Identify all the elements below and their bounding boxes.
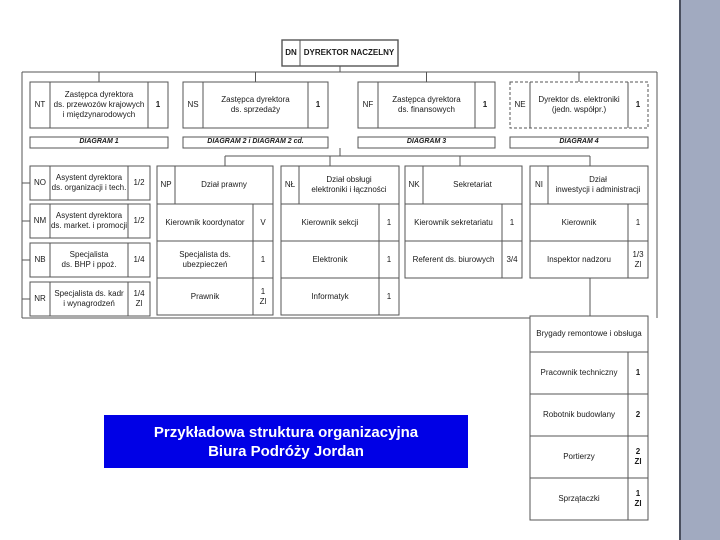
nt-title: Zastępca dyrektora ds. przewozów krajowych i międzynarodowych bbox=[53, 90, 145, 119]
no-title: Asystent dyrektora ds. organizacji i tech. bbox=[51, 173, 127, 192]
nr-title: Specjalista ds. kadr i wynagrodzeń bbox=[54, 289, 124, 308]
ne-num: 1 bbox=[635, 100, 641, 109]
np-title: Dział prawny bbox=[201, 180, 247, 189]
br-row-2-label: Robotnik budowlany bbox=[542, 410, 616, 419]
dn-title: DYREKTOR NACZELNY bbox=[303, 48, 395, 57]
ne-code: NE bbox=[514, 100, 526, 109]
br-row-3-label: Portierzy bbox=[563, 452, 595, 461]
nr-code: NR bbox=[34, 294, 46, 303]
ni-row-1-num: 1 bbox=[635, 217, 641, 227]
nl-row-1-label: Kierownik sekcji bbox=[301, 217, 359, 227]
nl-row-3-label: Informatyk bbox=[311, 291, 349, 301]
nf-code: NF bbox=[362, 100, 374, 109]
nk-row-1-num: 1 bbox=[509, 217, 515, 227]
ni-title: Dział inwestycji i administracji bbox=[555, 175, 641, 194]
br-title: Brygady remontowe i obsługa bbox=[536, 329, 642, 338]
diag1-label: DIAGRAM 1 bbox=[79, 138, 119, 146]
np-row-2-label: Specjalista ds. ubezpieczeń bbox=[179, 249, 231, 269]
nl-code: NŁ bbox=[284, 180, 296, 189]
nt-num: 1 bbox=[155, 100, 161, 109]
br-row-4-num: 1 Zl bbox=[634, 489, 642, 508]
nl-row-2-label: Elektronik bbox=[312, 254, 348, 264]
nm-num: 1/2 bbox=[133, 216, 145, 225]
no-num: 1/2 bbox=[133, 178, 145, 187]
dn-code: DN bbox=[285, 48, 297, 57]
diag3-label: DIAGRAM 3 bbox=[406, 138, 447, 146]
nb-code: NB bbox=[34, 255, 46, 264]
ni-code: NI bbox=[535, 180, 543, 189]
ni-row-2-num: 1/3 Zl bbox=[632, 249, 644, 269]
np-row-1-label: Kierownik koordynator bbox=[165, 217, 245, 227]
caption-line-2: Biura Podróży Jordan bbox=[208, 442, 364, 460]
nk-row-2-label: Referent ds. biurowych bbox=[412, 254, 495, 264]
nk-title: Sekretariat bbox=[453, 180, 492, 189]
br-row-1-num: 1 bbox=[635, 368, 641, 377]
br-row-1-label: Pracownik techniczny bbox=[540, 368, 618, 377]
no-code: NO bbox=[34, 178, 46, 187]
br-row-2-num: 2 bbox=[635, 410, 641, 419]
nk-row-1-label: Kierownik sekretariatu bbox=[414, 217, 493, 227]
np-code: NP bbox=[160, 180, 172, 189]
np-row-3-label: Prawnik bbox=[190, 291, 220, 301]
nl-row-3-num: 1 bbox=[386, 291, 392, 301]
ni-row-2-label: Inspektor nadzoru bbox=[546, 254, 612, 264]
np-row-3-num: 1 Zl bbox=[259, 286, 267, 306]
nf-title: Zastępca dyrektora ds. finansowych bbox=[392, 95, 461, 114]
nb-num: 1/4 bbox=[133, 255, 145, 264]
nl-row-1-num: 1 bbox=[386, 217, 392, 227]
nk-code: NK bbox=[408, 180, 420, 189]
np-row-2-num: 1 bbox=[260, 254, 266, 264]
nl-title: Dział obsługi elektroniki i łączności bbox=[311, 175, 387, 194]
nb-title: Specjalista ds. BHP i ppoż. bbox=[61, 250, 117, 269]
nt-code: NT bbox=[34, 100, 46, 109]
nm-title: Asystent dyrektora ds. market. i promocji bbox=[50, 211, 128, 230]
nk-row-2-num: 3/4 bbox=[506, 254, 518, 264]
br-row-4-label: Sprzątaczki bbox=[558, 494, 600, 503]
diag4-label: DIAGRAM 4 bbox=[559, 138, 599, 146]
nf-num: 1 bbox=[482, 100, 488, 109]
caption-line-1: Przykładowa struktura organizacyjna bbox=[153, 423, 419, 441]
nr-num: 1/4 Zl bbox=[133, 289, 145, 308]
br-row-3-num: 2 Zl bbox=[634, 447, 642, 466]
diag2-label: DIAGRAM 2 i DIAGRAM 2 cd. bbox=[207, 138, 304, 146]
caption-box bbox=[104, 415, 468, 468]
ns-code: NS bbox=[187, 100, 199, 109]
np-row-1-num: V bbox=[260, 217, 266, 227]
nm-code: NM bbox=[33, 216, 47, 225]
ns-num: 1 bbox=[315, 100, 321, 109]
slide-side-bar bbox=[679, 0, 720, 540]
ne-title: Dyrektor ds. elektroniki (jedn. współpr.) bbox=[538, 95, 620, 114]
ni-row-1-label: Kierownik bbox=[561, 217, 597, 227]
ns-title: Zastępca dyrektora ds. sprzedaży bbox=[221, 95, 290, 114]
nl-row-2-num: 1 bbox=[386, 254, 392, 264]
